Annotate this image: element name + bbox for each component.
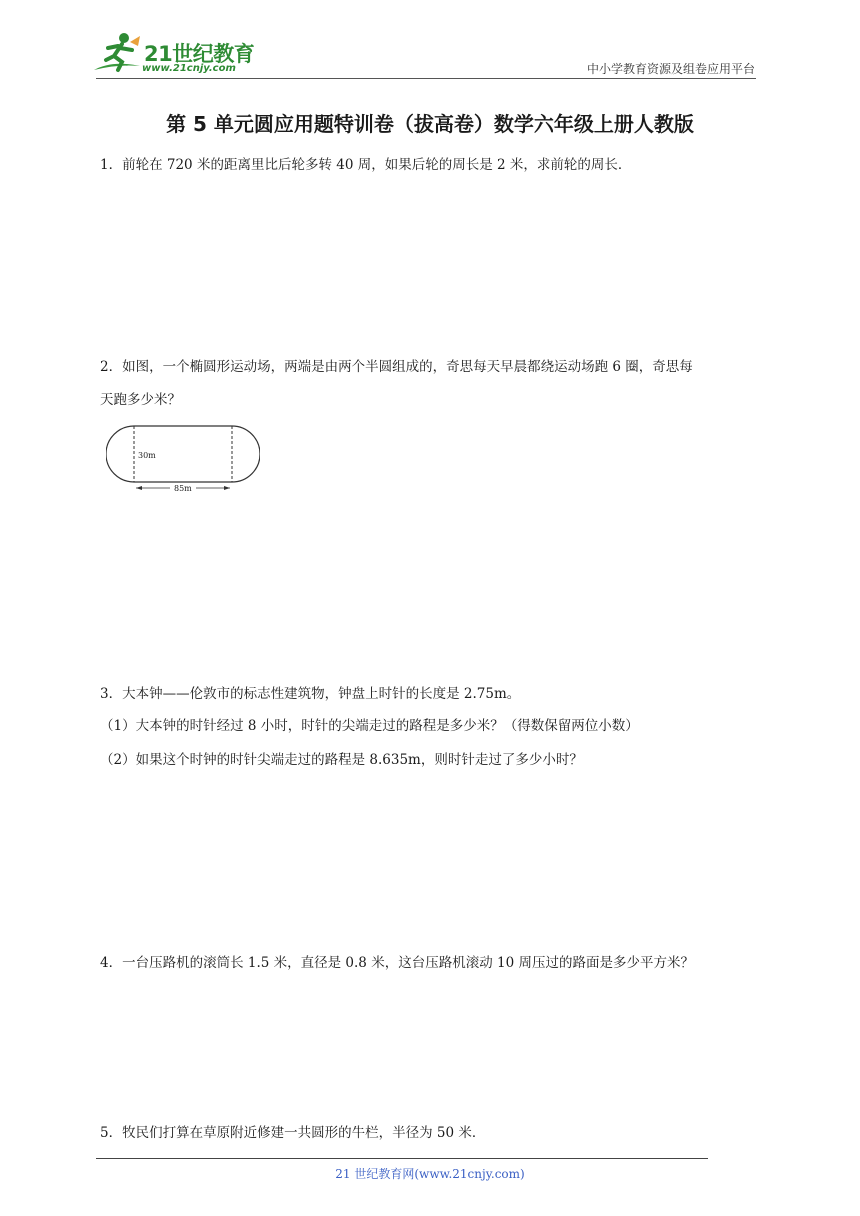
logo-brand-text: 21世纪教育 [144, 42, 255, 66]
question-3-part-1: （1）大本钟的时针经过 8 小时，时针的尖端走过的路程是多少米？（得数保留两位小数） [100, 718, 639, 734]
footer-link[interactable]: 21 世纪教育网(www.21cnjy.com) [335, 1167, 525, 1181]
header-divider [96, 78, 756, 79]
question-1: 1．前轮在 720 米的距离里比后轮多转 40 周，如果后轮的周长是 2 米，求前轮的周长． [100, 157, 632, 173]
question-2-line-2: 天跑多少米？ [100, 392, 181, 408]
question-2-line-1: 2．如图，一个椭圆形运动场，两端是由两个半圆组成的，奇思每天早晨都绕运动场跑 6 圈，奇思每 [100, 359, 693, 375]
question-5: 5．牧民们打算在草原附近修建一共圆形的牛栏，半径为 50 米． [100, 1125, 486, 1141]
track-figure [106, 424, 260, 496]
footer-divider [96, 1158, 708, 1159]
question-3-intro: 3．大本钟——伦敦市的标志性建筑物，钟盘上时针的长度是 2.75m。 [100, 686, 521, 702]
length-label: 85m [174, 484, 192, 493]
logo-url-text: www.21cnjy.com [142, 63, 236, 74]
question-4: 4．一台压路机的滚筒长 1.5 米，直径是 0.8 米，这台压路机滚动 10 周压过的路面是多少平方米？ [100, 955, 694, 971]
page-header [0, 0, 860, 80]
page-title: 第 5 单元圆应用题特训卷（拔高卷）数学六年级上册人教版 [166, 112, 694, 136]
track-outline [106, 426, 260, 482]
question-3-part-2: （2）如果这个时钟的时针尖端走过的路程是 8.635m，则时针走过了多少小时？ [100, 752, 583, 768]
platform-tagline: 中小学教育资源及组卷应用平台 [586, 62, 755, 76]
width-label: 30m [138, 451, 156, 460]
site-logo[interactable] [92, 30, 267, 80]
runner-logo-icon [92, 30, 144, 74]
